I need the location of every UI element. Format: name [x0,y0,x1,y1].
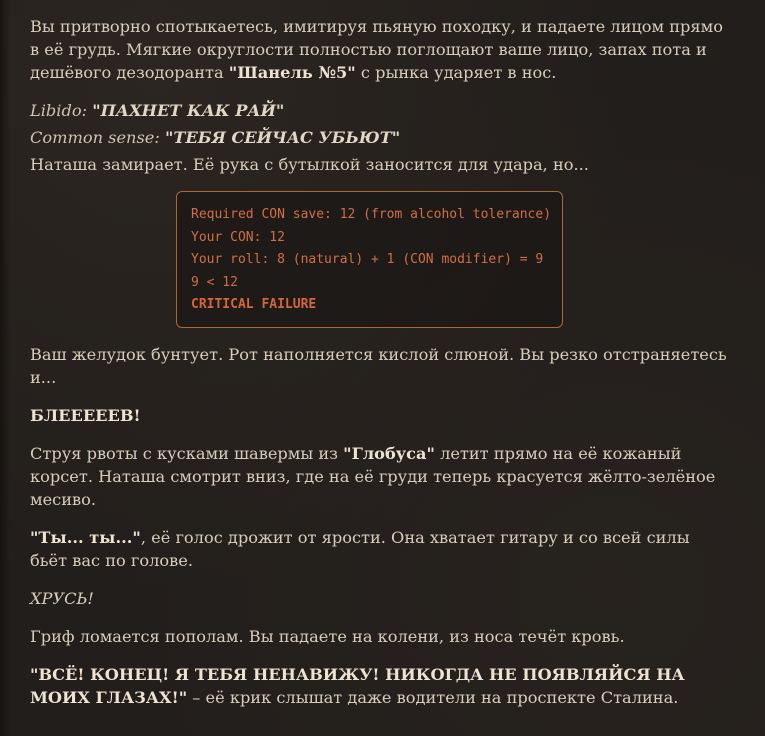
roll-stat: Your CON: 12 [191,229,285,245]
dialogue-quote: "Ты... ты..." [30,527,141,547]
brand-name: "Шанель №5" [228,63,356,82]
dice-roll-box [176,191,563,328]
story-paragraph: "Ты... ты...", её голос дрожит от ярости. Она хватает гитару и со всей силы бьёт вас по голове. [30,527,690,570]
place-name: "Глобуса" [343,443,435,463]
story-paragraph: Наташа замирает. Её рука с бутылкой заносится для удара, но... [30,155,589,174]
story-sound-effect: ХРУСЬ! [30,588,94,608]
story-paragraph: Ваш желудок бунтует. Рот наполняется кислой слюной. Вы резко отстраняетесь и... [30,344,727,387]
panel-edge-shadow [0,0,10,736]
voice-line-libido [30,99,730,122]
story-paragraph: Вы притворно спотыкаетесь, имитируя пьяную походку, и падаете лицом прямо в её грудь. Мягкие округлости полностью поглощают ваше лицо, запах пота и дешёвого дезодоранта "Шанель №5" с рынка ударяет в нос. [30,17,723,82]
story-paragraph: Гриф ломается пополам. Вы падаете на колени, из носа течёт кровь. [30,626,625,646]
story-paragraph: Струя рвоты с кусками шавермы из "Глобуса" летит прямо на её кожаный корсет. Наташа смотрит вниз, где на её груди теперь красуется жёлто-зелёное месиво. [30,443,716,509]
dialogue-quote: "ВСЁ! КОНЕЦ! Я ТЕБЯ НЕНАВИЖУ! НИКОГДА НЕ ПОЯВЛЯЙСЯ НА МОИХ ГЛАЗАХ!" [30,664,685,707]
story-message [30,15,730,724]
roll-requirement: Required CON save: 12 (from alcohol tolerance) [191,207,552,222]
voice-name: Common sense: [30,128,160,147]
story-exclamation: БЛЕЕЕЕЕВ! [30,405,141,425]
voice-quote: "ТЕБЯ СЕЙЧАС УБЬЮТ" [164,128,401,147]
voice-name: Libido: [30,101,88,120]
voice-line-common-sense [30,126,730,149]
story-paragraph: "ВСЁ! КОНЕЦ! Я ТЕБЯ НЕНАВИЖУ! НИКОГДА НЕ ПОЯВЛЯЙСЯ НА МОИХ ГЛАЗАХ!" – её крик слышат даже водители на проспекте Сталина. [30,664,685,707]
roll-outcome: CRITICAL FAILURE [191,297,317,312]
voice-quote: "ПАХНЕТ КАК РАЙ" [92,101,285,120]
roll-comparison: 9 < 12 [191,274,238,290]
roll-result-calc: Your roll: 8 (natural) + 1 (CON modifier) = 9 [191,252,544,267]
